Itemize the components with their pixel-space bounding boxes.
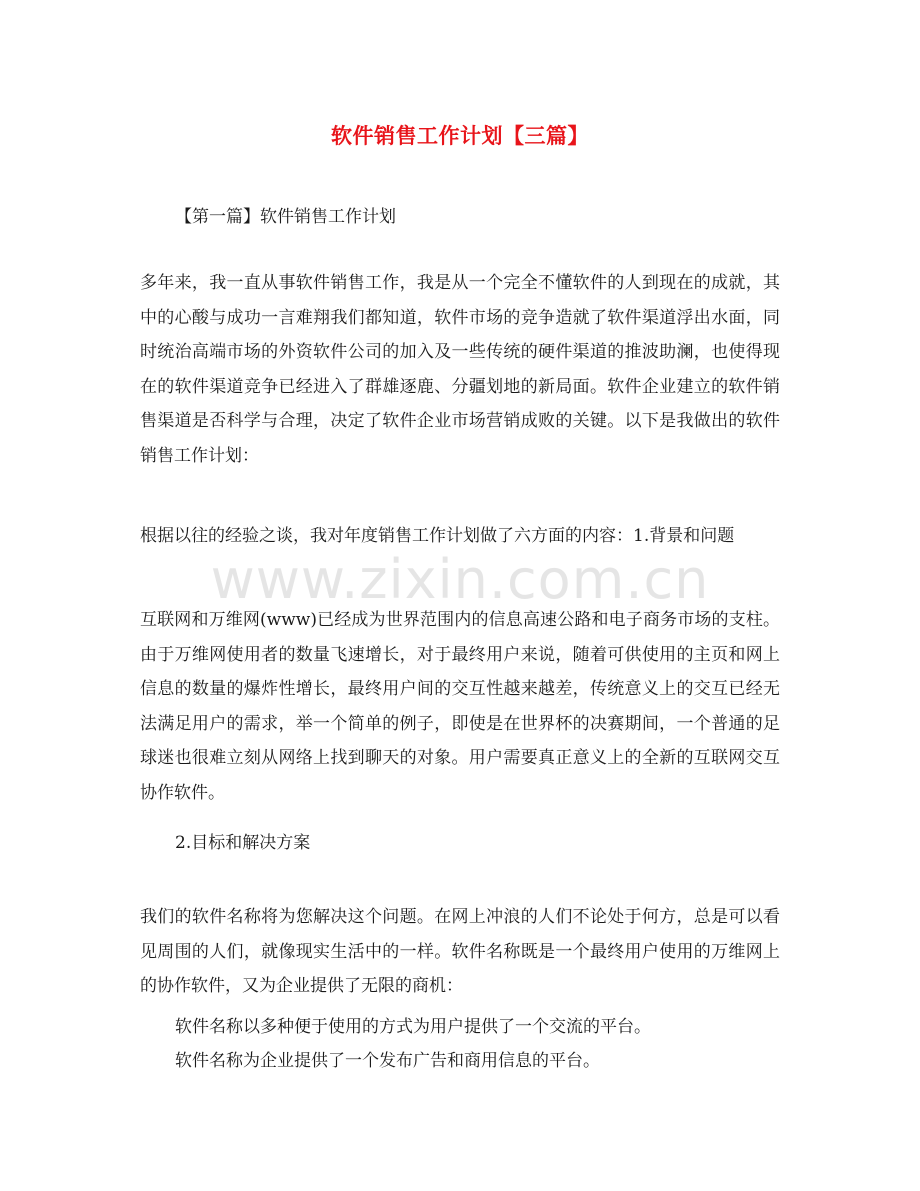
paragraph-solution: 我们的软件名称将为您解决这个问题。在网上冲浪的人们不论处于何方，总是可以看见周围的人们，就像现实生活中的一样。软件名称既是一个最终用户使用的万维网上的协作软件，又为企业提供了无限的商机： xyxy=(140,907,780,996)
bullet-line-1: 软件名称以多种便于使用的方式为用户提供了一个交流的平台。 xyxy=(175,1017,651,1037)
paragraph-background: 互联网和万维网(www)已经成为世界范围内的信息高速公路和电子商务市场的支柱。由于万维网使用者的数量飞速增长，对于最终用户来说，随着可供使用的主页和网上信息的数量的爆炸性增长，最终用户间的交互性越来越差，传统意义上的交互已经无法满足用户的需求，举一个简单的例子，即使是在世界杯的决赛期间，一个普通的足球迷也很难立刻从网络上找到聊天的对象。用户需要真正意义上的全新的互联网交互协作软件。 xyxy=(140,610,780,803)
document-title: 软件销售工作计划【三篇】 xyxy=(331,124,589,148)
section-heading-1: 【第一篇】软件销售工作计划 xyxy=(175,207,396,227)
watermark-text: www.zixin.com.cn xyxy=(210,548,710,611)
bullet-line-2: 软件名称为企业提供了一个发布广告和商用信息的平台。 xyxy=(175,1051,600,1071)
section-heading-2: 2.目标和解决方案 xyxy=(175,833,311,853)
paragraph-plan-overview: 根据以往的经验之谈，我对年度销售工作计划做了六方面的内容：1.背景和问题 xyxy=(140,526,735,546)
paragraph-intro: 多年来，我一直从事软件销售工作，我是从一个完全不懂软件的人到现在的成就，其中的心酸与成功一言难翔我们都知道，软件市场的竞争造就了软件渠道浮出水面，同时统治高端市场的外资软件公司的加入及一些传统的硬件渠道的推波助澜，也使得现在的软件渠道竞争已经进入了群雄逐鹿、分疆划地的新局面。软件企业建立的软件销售渠道是否科学与合理，决定了软件企业市场营销成败的关键。以下是我做出的软件销售工作计划： xyxy=(140,273,780,466)
